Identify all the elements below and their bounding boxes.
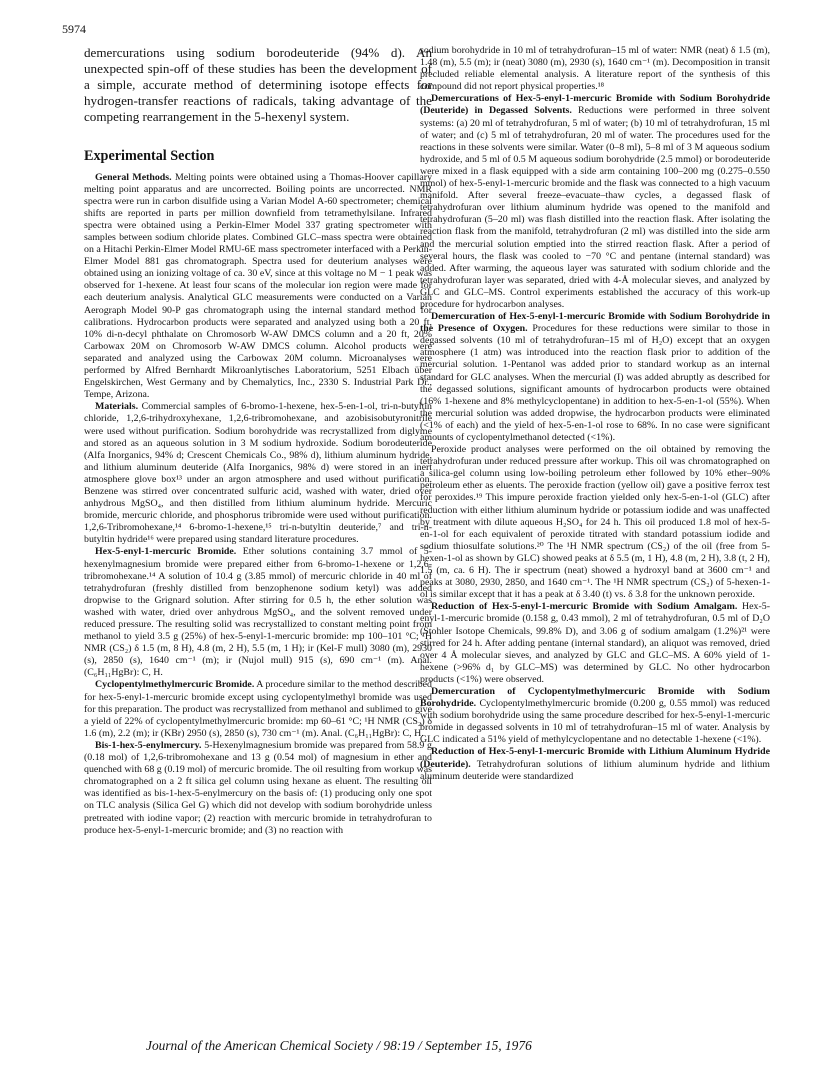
paragraph <box>420 686 770 746</box>
section-heading: Experimental Section <box>84 147 215 164</box>
paragraph-heading: Demercuration of Hex-5-enyl-1-mercuric Bromide with Sodium Borohydride in the Presence of Oxygen. <box>420 311 770 335</box>
paragraph-heading: Reduction of Hex-5-enyl-1-mercuric Bromide with Sodium Amalgam. <box>431 601 738 613</box>
intro-paragraph: demercurations using sodium borodeuteride (94% d). An unexpected spin-off of these studies has been the development of a simple, accurate method of determining isotope effects for hydrogen-transfer reactions of radicals, taking advantage of the competing rearrangement in the 5-hexenyl system. <box>84 45 432 124</box>
right-paragraphs <box>420 45 770 783</box>
paragraph-heading: General Methods. <box>95 171 172 183</box>
paragraph <box>420 746 770 782</box>
paragraph <box>420 93 770 311</box>
page-number: 5974 <box>62 22 86 36</box>
paragraph <box>84 172 432 402</box>
paragraph-text: sodium borohydride in 10 ml of tetrahydrofuran–15 ml of water: NMR (neat) δ 1.5 (m), 1.48 (m), 5.5 (m); ir (neat) 3080 (m), 2930 (s), 1640 cm⁻¹ (m). Decomposition in transit precluded reliable elemental analysis. A literature report of the synthesis of this compound did not report physical properties.¹⁸ <box>420 45 770 93</box>
paragraph-text: A procedure similar to the method described for hex-5-enyl-1-mercuric bromide except using cyclopentylmethyl bromide was used for this preparation. The product was recrystallized from methanol and sublimed to give a yield of 22% of cyclopentylmethylmercuric bromide: mp 60–61 °C; ¹H NMR (CS₂) δ 1.6 (m), 2.2 (m); ir (KBr) 2950 (s), 2850 (s), 730 cm⁻¹ (m). Anal. (C₆H₁₁HgBr): C, H. <box>84 679 432 739</box>
paragraph <box>84 546 432 679</box>
paragraph-text: Melting points were obtained using a Thomas-Hoover capillary melting point apparatus and are uncorrected. Boiling points are uncorrected. NMR spectra were run in carbon disulfide using a Varian Model A-60 spectrometer; chemical shifts are reported in parts per million downfield from tetramethylsilane. Infrared spectra were obtained using a Perkin-Elmer Model 337 grating spectrometer with samples between sodium chloride plates. Combined GLC–mass spectra were obtained on a Hitachi Perkin-Elmer Model RMU-6E mass spectrometer interfaced with a Perkin-Elmer Model 881 gas chromatograph. Spectra used for deuterium analyses were obtained using an ionizing voltage of ca. 30 eV, since at this voltage no M − 1 peak was observed for 1-hexene. At least four scans of the molecular ion region were made for each deuterium analysis. Analytical GLC measurements were conducted on a Varian Aerograph Model 90-P gas chromatograph using the internal standard method for calibrations. Hydrocarbon products were separated and analyzed using both a 20 ft, 10% di-n-decyl phthalate on Chromosorb W-AW DMCS column and a 20 ft, 20% Carbowax 20M on Chromosorb W-AW DMCS column. Alcohol products were separated and analyzed using the Carbowax 20M column. Microanalyses were performed by Alfred Bernhardt Mikroanlytisches Laboratorium, 5251 Elbach über Engelskirchen, West Germany and by Chemalytics, Inc., 2330 S. Industrial Park Dr., Tempe, Arizona. <box>84 171 433 401</box>
paragraph-text: Hex-5-enyl-1-mercuric bromide (0.158 g, 0.43 mmol), 2 ml of tetrahydrofuran, 0.5 ml of D₂O (Stohler Isotope Chemicals, 99.8% D), and 3.06 g of sodium amalgam (1.2%)²¹ were stirred for 24 h. After adding pentane (internal standard), an aliquot was removed, dried over 4 Å molecular sieves, and analyzed by GLC and GLC–MS. A 60% yield of 1-hexene (>96% d₁ by GLC–MS) was determined by GLC. No other hydrocarbon products (<1%) were observed. <box>420 601 771 685</box>
paragraph-text: Tetrahydrofuran solutions of lithium aluminum hydride and lithium aluminum deuteride were standardized <box>420 758 770 782</box>
paragraph-text: Peroxide product analyses were performed on the oil obtained by removing the tetrahydrofuran under reduced pressure after workup. This oil was chromatographed on a silica-gel column using low-boiling petroleum ether followed by 10% ether–90% petroleum ether as eluents. The peroxide fraction (yellow oil) gave a positive ferrox test for peroxides.¹⁹ This impure peroxide fraction yielded only hex-5-en-1-ol (GLC) after reduction with either lithium aluminum hydride or potassium iodide and was unaffected by treatment with dilute aqueous H₂SO₄ for 24 h. This oil produced 1.8 mol of hex-5-en-1-ol for each equivalent of peroxide titrated with standard potassium iodide and sodium thiosulfate solutions.²⁰ The ¹H NMR spectrum (CS₂) of the oil (free from 5-hexen-1-ol as shown by GLC) showed peaks at δ 5.5 (m, 1 H), 4.8 (m, 2 H), 3.8 (t, 2 H), 1.5 (m, ca. 6 H). The ir spectrum (neat) showed a hydroxyl band at 3600 cm⁻¹ and peaks at 3080, 2930, 2850, and 1640 cm⁻¹. The ¹H NMR spectrum (CS₂) of 5-hexen-1-ol is similar except that it has a peak at δ 3.40 (t) vs. δ 3.8 for the unknown peroxide. <box>420 444 770 601</box>
paragraph <box>420 601 770 686</box>
paragraph <box>84 679 432 739</box>
paragraph-heading: Cyclopentylmethylmercuric Bromide. <box>95 679 255 691</box>
paragraph <box>84 740 432 837</box>
paragraph-heading: Materials. <box>95 401 139 413</box>
paragraph-text: Commercial samples of 6-bromo-1-hexene, hex-5-en-1-ol, tri-n-butyltin chloride, 1,2,6-trihydroxyhexane, 1,2,6-tribromohexane, and azobisisobutyronitrile were used without purification. Sodium borohydride was recrystallized from diglyme and stored as an aqueous solution in 3 M sodium hydroxide. Sodium borodeuteride (Alfa Inorganics, 94% d; Crescent Chemicals Co., 98% d), lithium aluminum hydride, and lithium aluminum deuteride (Alfa Inorganics, 98% d) were stored in an inert atmosphere glove box¹³ under an argon atmosphere and used without purification. Benzene was stirred over concentrated sulfuric acid, washed with water, dried over anhydrous MgSO₄, and then distilled from lithium aluminum hydride. Mercuric bromide, mercuric chloride, and phosphorus tribromide were used without purification. 1,2,6-Tribromohexane,¹⁴ 6-bromo-1-hexene,¹⁵ tri-n-butyltin deuteride,⁷ and tri-n-butyltin hydride¹⁶ were prepared using standard literature procedures. <box>84 401 432 546</box>
paragraph-heading: Reduction of Hex-5-enyl-1-mercuric Bromide with Lithium Aluminum Hydride (Deuteride). <box>420 746 770 770</box>
paragraph-heading: Hex-5-enyl-1-mercuric Bromide. <box>95 546 237 558</box>
right-column <box>420 45 770 783</box>
paragraph-text: Reductions were performed in three solvent systems: (a) 20 ml of tetrahydrofuran, 5 ml of water; (b) 10 ml of tetrahydrofuran, 15 ml of water; and (c) 5 ml of tetrahydrofuran, 20 ml of water. The procedures used for the reactions in these solvents were similar. Water (0–8 ml), 5–8 ml of 3 M aqueous sodium hydroxide, and 5 ml of 0.5 M aqueous sodium borohydride (2.5 mmol) or borodeuteride were mixed in a flask equipped with a side arm containing 100–200 mg (0.275–0.550 mmol) of hex-5-enyl-1-mercuric bromide and the flask was connected to a high vacuum manifold. After several freeze–evacuate–thaw cycles, a degassed flask of tetrahydrofuran over lithium aluminum hydride was opened to the manifold and tetrahydrofuran (5–20 ml) was flash distilled into the reaction flask. After isolating the reaction flask from the manifold, tetrahydrofuran (2 ml) was distilled into the side arm and the mercurial solution emptied into the stirred reaction flask. After a period of several hours, the flask was cooled to −70 °C and pentane (internal standard) was added. After warming, the aqueous layer was saturated with sodium chloride and the tetrahydrofuran layer was separated, dried with 4-Å molecular sieves, and analyzed by GLC and GLC–MS. Control experiments established the accuracy of this work-up procedure for hydrocarbon analyses. <box>420 105 771 310</box>
paragraph-heading: Bis-1-hex-5-enylmercury. <box>95 739 202 751</box>
paragraph <box>84 401 432 546</box>
journal-footer: Journal of the American Chemical Society / 98:19 / September 15, 1976 <box>146 1038 532 1053</box>
paragraph <box>420 45 770 93</box>
paragraph <box>420 311 770 444</box>
paragraph-text: Procedures for these reductions were similar to those in degassed solvents (10 ml of tetrahydrofuran–15 ml of H₂O) except that an oxygen atmosphere (1 atm) was introduced into the reaction flask prior to addition of the mercurial solution. 1-Pentanol was added prior to standard workup as an internal standard for GLC analyses. When the mercurial (I) was added abruptly as described for the degassed solutions, significant amounts of hydrocarbon products were obtained (16% 1-hexene and 8% methylcyclopentane) in addition to hex-5-en-1-ol (55%). When the mercurial solution was added dropwise, the hydrocarbon products were eliminated (<1% of each) and the yield of hex-5-en-1-ol rose to 68%. In no case were significant amounts of cyclopentylmethanol detected (<1%). <box>420 323 770 443</box>
paragraph-heading: Demercuration of Cyclopentylmethylmercuric Bromide with Sodium Borohydride. <box>420 685 770 710</box>
paragraph-text: Ether solutions containing 3.7 mmol of 5-hexenylmagnesium bromide were prepared either from 6-bromo-1-hexene or 1,2,6-tribromohexane.¹⁴ A solution of 10.4 g (3.85 mmol) of mercuric chloride in 40 ml of tetrahydrofuran (freshly distilled from benzophenone sodium ketyl) was added dropwise to the Grignard solution. After stirring for 0.5 h, the ether solution was washed with water, dried over anhydrous MgSO₄, and the solvent removed under reduced pressure. The resulting solid was recrystallized to constant melting point from methanol to yield 3.5 g (25%) of hex-5-enyl-1-mercuric bromide: mp 100–101 °C; ¹H NMR (CS₂) δ 1.5 (m, 8 H), 4.8 (m, 2 H), 5.5 (m, 1 H); ir (Kel-F mull) 3080 (m), 2930 (s), 2850 (s), 1640 cm⁻¹ (m); ir (Nujol mull) 915 (s), 690 cm⁻¹ (m). Anal. (C₆H₁₁HgBr): C, H. <box>84 546 433 679</box>
paragraph-text: 5-Hexenylmagnesium bromide was prepared from 58.9 g (0.18 mol) of 1,2,6-tribromohexane and 13 g (0.54 mol) of magnesium in ether and quenched with 68 g (0.19 mol) of mercuric bromide. The oil resulting from workup was chromatographed on a 2 ft silica gel column using hexane as eluent. The resulting oil was identified as bis-1-hex-5-enylmercury on the basis of: (1) producing only one spot on TLC analysis (Silica Gel G) which did not develop with sodium borohydride unless pretreated with iodine vapor; (2) reaction with mercuric bromide in tetrahydrofuran to produce hex-5-enyl-1-mercuric bromide; and (3) no reaction with <box>84 739 432 836</box>
paragraph <box>420 444 770 601</box>
paragraph-heading: Demercurations of Hex-5-enyl-1-mercuric Bromide with Sodium Borohydride (Deuteride) in Degassed Solvents. <box>420 93 770 117</box>
left-column <box>84 45 432 837</box>
left-paragraphs <box>84 172 432 837</box>
paragraph-text: Cyclopentylmethylmercuric bromide (0.200 g, 0.55 mmol) was reduced with sodium borohydride using the same procedure described for hex-5-enyl-1-mercuric bromide in degassed solvents in 10 ml of tetrahydrofuran–15 ml of water. Analysis by GLC indicated a 51% yield of methylcyclopentane and no detectable 1-hexene (<1%). <box>420 698 770 746</box>
